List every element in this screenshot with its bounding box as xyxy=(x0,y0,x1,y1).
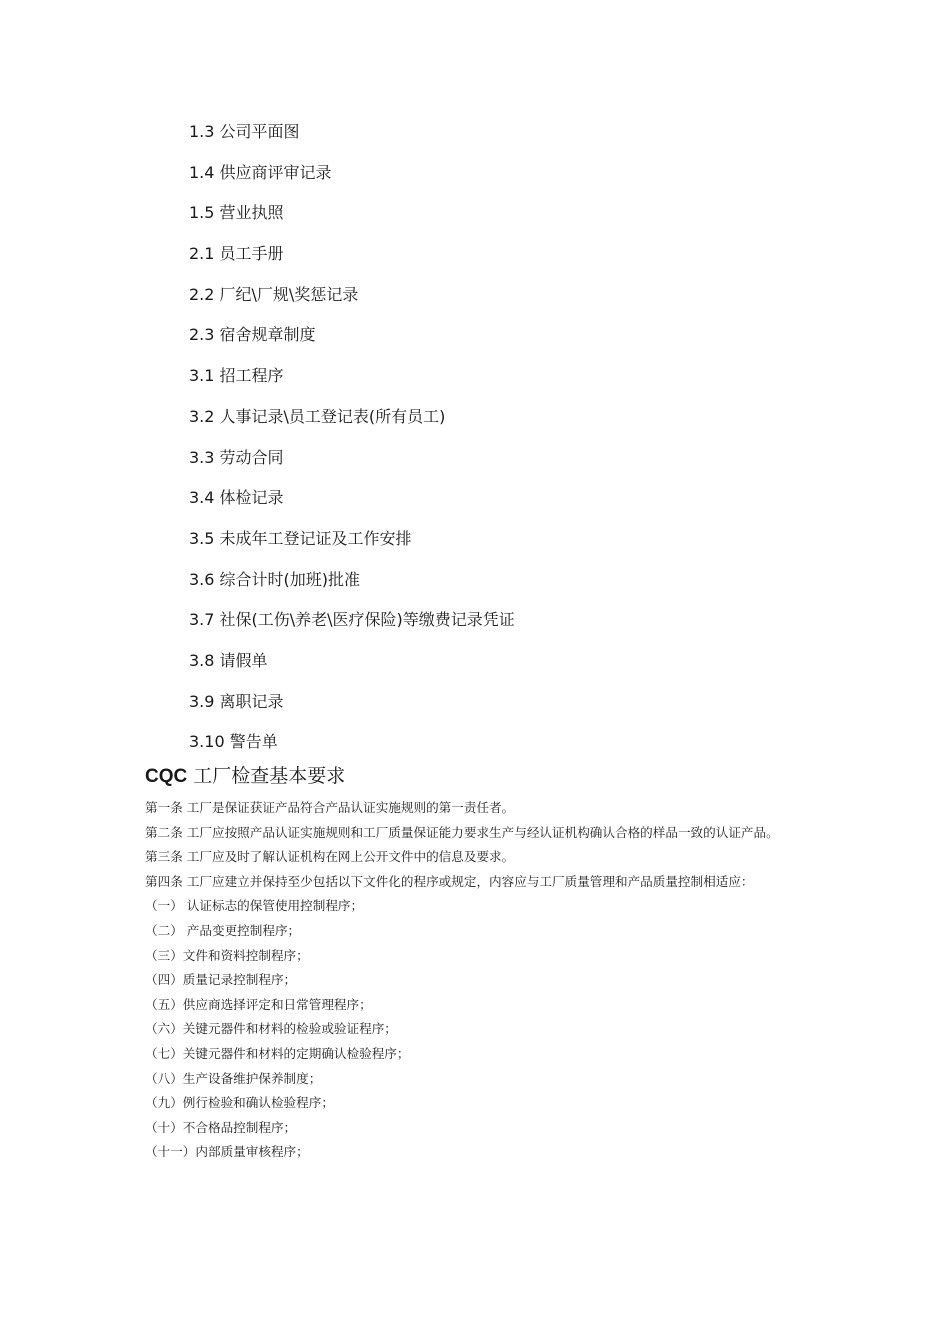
procedure-item: （十一）内部质量审核程序； xyxy=(145,1144,309,1160)
record-item: 2.1 员工手册 xyxy=(189,244,284,264)
record-item: 2.2 厂纪\厂规\奖惩记录 xyxy=(189,284,359,304)
record-item: 1.4 供应商评审记录 xyxy=(189,162,332,182)
record-item: 3.2 人事记录\员工登记表(所有员工) xyxy=(189,406,446,426)
record-item: 3.10 警告单 xyxy=(189,732,278,752)
procedure-item: （五）供应商选择评定和日常管理程序； xyxy=(145,996,372,1012)
procedure-item: （十）不合格品控制程序； xyxy=(145,1119,297,1135)
article-paragraph: 第二条 工厂应按照产品认证实施规则和工厂质量保证能力要求生产与经认证机构确认合格的样品一致的认证产品。 xyxy=(145,824,779,840)
procedure-item: （一） 认证标志的保管使用控制程序； xyxy=(145,898,364,914)
procedure-list xyxy=(145,894,815,1165)
procedure-item: （六）关键元器件和材料的检验或验证程序； xyxy=(145,1021,397,1037)
article-paragraph: 第一条 工厂是保证获证产品符合产品认证实施规则的第一责任者。 xyxy=(145,800,515,815)
record-list xyxy=(189,121,515,772)
procedure-item: （七）关键元器件和材料的定期确认检验程序； xyxy=(145,1045,410,1061)
procedure-item: （四）质量记录控制程序； xyxy=(145,972,297,988)
procedure-item: （八）生产设备维护保养制度； xyxy=(145,1070,322,1086)
record-item: 2.3 宿舍规章制度 xyxy=(189,325,316,345)
record-item: 3.5 未成年工登记证及工作安排 xyxy=(189,528,412,548)
procedure-item: （二） 产品变更控制程序； xyxy=(145,922,301,938)
procedure-item: （三）文件和资料控制程序； xyxy=(145,947,309,963)
record-item: 3.6 综合计时(加班)批准 xyxy=(189,569,361,589)
record-item: 3.1 招工程序 xyxy=(189,366,284,386)
record-item: 3.7 社保(工伤\养老\医疗保险)等缴费记录凭证 xyxy=(189,610,515,630)
section-title-text: 工厂检查基本要求 xyxy=(187,765,346,787)
section-title-brand: CQC xyxy=(145,766,188,787)
record-item: 1.5 营业执照 xyxy=(189,203,284,223)
article-paragraph: 第三条 工厂应及时了解认证机构在网上公开文件中的信息及要求。 xyxy=(145,849,515,865)
procedure-item: （九）例行检验和确认检验程序； xyxy=(145,1095,334,1111)
record-item: 3.3 劳动合同 xyxy=(189,447,284,467)
requirements-body xyxy=(145,796,815,1165)
record-item: 3.8 请假单 xyxy=(189,650,268,670)
section-title xyxy=(145,764,345,789)
record-item: 3.4 体检记录 xyxy=(189,488,284,508)
record-item: 1.3 公司平面图 xyxy=(189,122,300,141)
record-item: 3.9 离职记录 xyxy=(189,691,284,711)
article-paragraph: 第四条 工厂应建立并保持至少包括以下文件化的程序或规定，内容应与工厂质量管理和产品质量控制相适应： xyxy=(145,873,754,889)
